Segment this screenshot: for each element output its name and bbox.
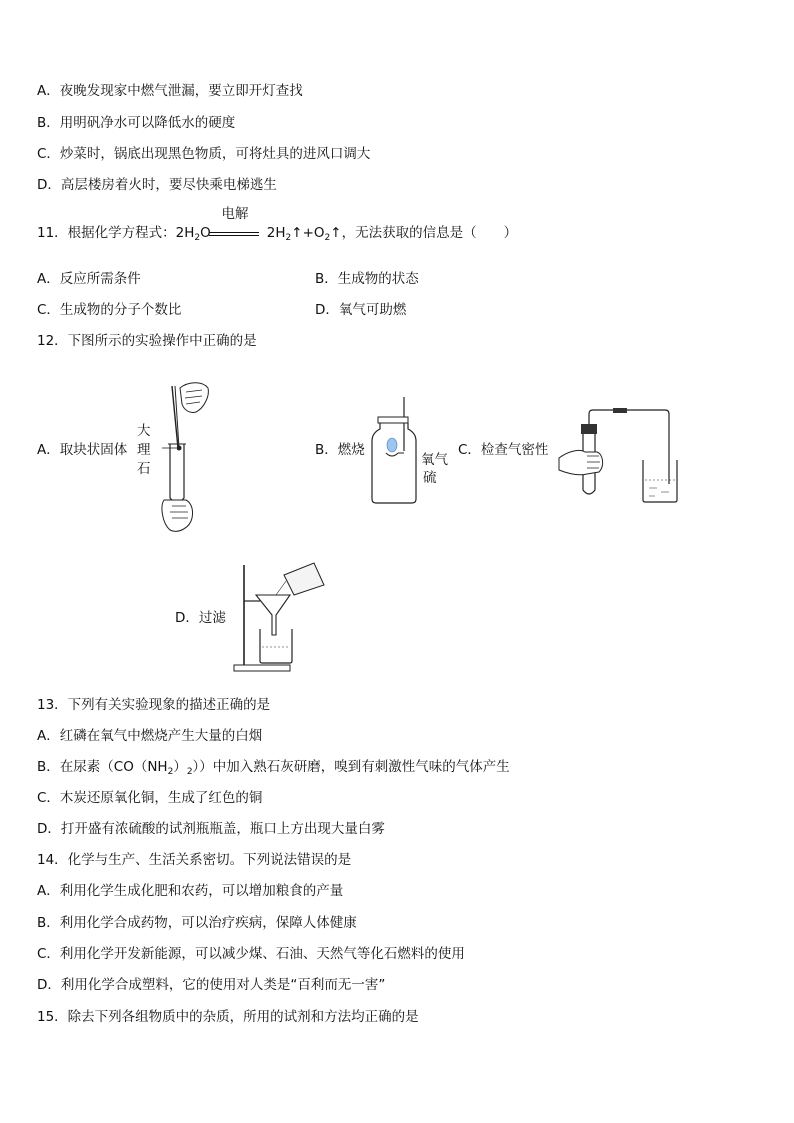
fig-b-sulfur-label: 硫 xyxy=(423,470,437,486)
q13-b-post: ） xyxy=(173,759,187,775)
q13-b-tail: ））中加入熟石灰研磨，嗅到有刺激性气味的气体产生 xyxy=(192,759,510,775)
q13-b-sub: 2 xyxy=(167,767,174,777)
q11-option-a: A．反应所需条件 xyxy=(37,271,141,287)
q13-option-b xyxy=(37,758,510,781)
q11-o2-sub: 2 xyxy=(324,233,331,243)
q14-option-a: A．利用化学生成化肥和农药，可以增加粮食的产量 xyxy=(37,883,344,899)
reaction-condition xyxy=(210,205,260,223)
q11-suffix: ↑，无法获取的信息是（ ） xyxy=(330,225,518,241)
q13-option-d: D．打开盛有浓硫酸的试剂瓶瓶盖，瓶口上方出现大量白雾 xyxy=(37,821,385,837)
q14-option-b: B．利用化学合成药物，可以治疗疾病，保障人体健康 xyxy=(37,915,357,931)
fig-b-gas-jar-illustration xyxy=(368,395,420,507)
q14-option-c: C．利用化学开发新能源，可以减少煤、石油、天然气等化石燃料的使用 xyxy=(37,946,465,962)
fig-a-marble-3: 石 xyxy=(137,461,151,477)
fig-d-filtration-illustration xyxy=(230,555,330,677)
q13-b-sub2: 2 xyxy=(186,767,193,777)
q13-stem: 13．下列有关实验现象的描述正确的是 xyxy=(37,697,271,713)
reaction-condition-text: 电解 xyxy=(221,206,249,222)
q11-option-c: C．生成物的分子个数比 xyxy=(37,302,182,318)
fig-b-oxygen-label: 氧气 xyxy=(421,452,448,468)
q10-option-b: B．用明矾净水可以降低水的硬度 xyxy=(37,115,236,131)
q11-mid: ↑+O xyxy=(291,225,325,241)
q11-h2o-sub: 2 xyxy=(194,233,201,243)
q14-stem: 14．化学与生产、生活关系密切。下列说法错误的是 xyxy=(37,852,352,868)
q10-option-d: D．高层楼房着火时，要尽快乘电梯逃生 xyxy=(37,177,277,193)
fig-a-marble-1: 大 xyxy=(137,423,151,439)
fig-a-test-tube-illustration xyxy=(152,378,212,538)
fig-a-marble-2: 理 xyxy=(137,442,151,458)
q11-stem xyxy=(37,224,517,247)
q10-option-a: A．夜晚发现家中燃气泄漏，要立即开灯查找 xyxy=(37,83,303,99)
q11-product-h: 2H xyxy=(266,225,286,241)
q13-b-pre: B．在尿素（CO（NH xyxy=(37,759,168,775)
q13-option-c: C．木炭还原氧化铜，生成了红色的铜 xyxy=(37,790,263,806)
reaction-arrow xyxy=(209,232,259,236)
fig-c-label: C．检查气密性 xyxy=(458,442,549,458)
fig-d-label: D．过滤 xyxy=(175,610,226,626)
q11-h2-sub: 2 xyxy=(285,233,292,243)
q11-prefix: 11．根据化学方程式：2H xyxy=(37,225,195,241)
q15-stem: 15．除去下列各组物质中的杂质，所用的试剂和方法均正确的是 xyxy=(37,1009,419,1025)
q11-option-d: D．氧气可助燃 xyxy=(315,302,407,318)
q11-option-b: B．生成物的状态 xyxy=(315,271,419,287)
q10-option-c: C．炒菜时，锅底出现黑色物质，可将灶具的进风口调大 xyxy=(37,146,371,162)
q12-stem: 12．下图所示的实验操作中正确的是 xyxy=(37,333,257,349)
fig-a-label: A．取块状固体 xyxy=(37,442,128,458)
fig-b-label: B．燃烧 xyxy=(315,442,365,458)
q14-option-d: D．利用化学合成塑料，它的使用对人类是“百利而无一害” xyxy=(37,977,386,993)
q11-h2o-o: O xyxy=(200,225,211,241)
fig-c-airtightness-illustration xyxy=(553,408,683,508)
q13-option-a: A．红磷在氧气中燃烧产生大量的白烟 xyxy=(37,728,263,744)
